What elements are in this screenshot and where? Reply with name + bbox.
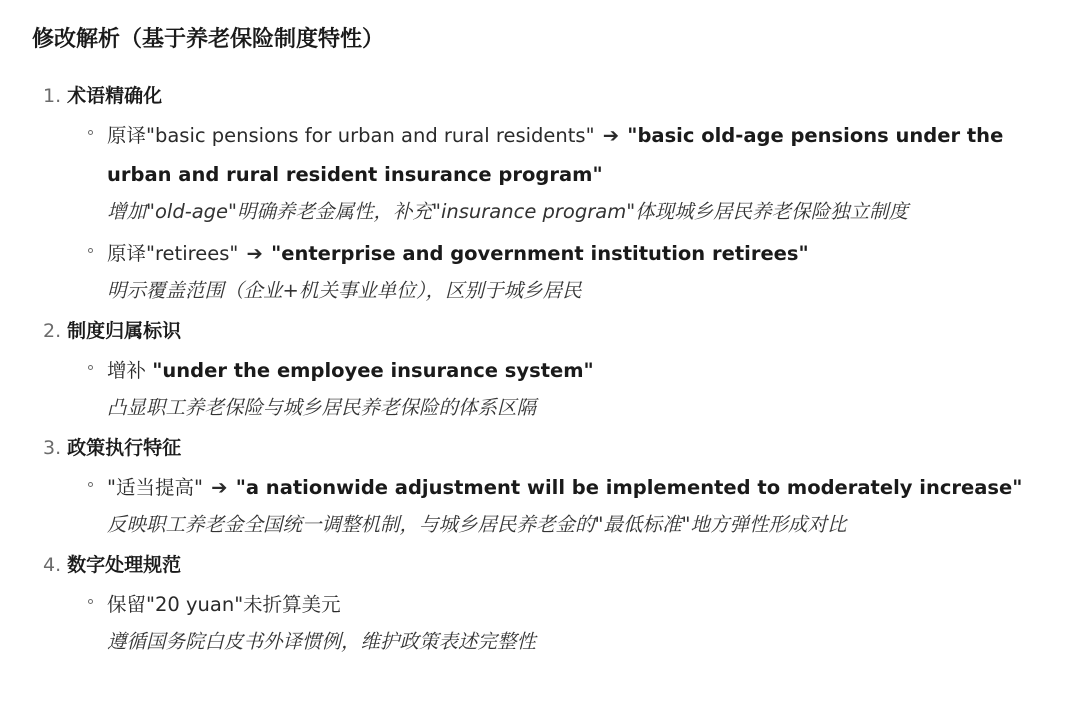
page-title: 修改解析（基于养老保险制度特性） <box>32 27 385 52</box>
item-prefix: 原译"basic pensions for urban and rural residents" <box>107 124 595 147</box>
item-prefix: 增补 <box>107 359 147 382</box>
item-prefix: 保留"20 yuan"未折算美元 <box>107 593 341 616</box>
list-item <box>32 468 1080 543</box>
section-title: 制度归属标识 <box>67 320 182 342</box>
item-note: 明示覆盖范围（企业+机关事业单位），区别于城乡居民 <box>107 279 582 302</box>
item-note: 凸显职工养老保险与城乡居民养老保险的体系区隔 <box>107 396 537 419</box>
item-note: 增加"old-age"明确养老金属性，补充"insurance program"体现城乡居民养老保险独立制度 <box>107 200 909 223</box>
section-number: 3. <box>43 437 62 459</box>
section-number: 4. <box>43 554 62 576</box>
item-revised-term: "a nationwide adjustment will be implemented to moderately increase" <box>235 476 1023 499</box>
arrow-icon: ➔ <box>246 242 263 265</box>
item-main-text <box>107 585 1047 624</box>
bullet-list <box>32 585 1080 660</box>
circle-bullet-icon <box>88 482 93 487</box>
list-item <box>32 234 1080 309</box>
section-header <box>32 549 1080 581</box>
arrow-icon: ➔ <box>602 124 620 147</box>
item-revised-term: "basic old-age pensions under the urban and rural resident insurance program" <box>107 124 1004 186</box>
section-number: 2. <box>43 320 62 342</box>
item-revised-term: "enterprise and government institution retirees" <box>271 242 809 265</box>
item-main-text <box>107 116 1047 194</box>
bullet-list <box>32 351 1080 426</box>
item-revised-term: "under the employee insurance system" <box>152 359 594 382</box>
section-1 <box>32 80 1080 309</box>
section-header <box>32 315 1080 347</box>
bullet-list <box>32 116 1080 309</box>
section-title: 数字处理规范 <box>67 554 182 576</box>
section-title: 政策执行特征 <box>67 437 182 459</box>
list-item <box>32 351 1080 426</box>
item-prefix: 原译"retirees" <box>107 242 239 265</box>
arrow-icon: ➔ <box>211 476 228 499</box>
section-number: 1. <box>43 85 62 107</box>
item-note: 反映职工养老金全国统一调整机制，与城乡居民养老金的"最低标准"地方弹性形成对比 <box>107 513 847 536</box>
circle-bullet-icon <box>88 599 93 604</box>
item-main-text <box>107 234 1047 273</box>
section-3 <box>32 432 1080 543</box>
item-main-text <box>107 468 1047 507</box>
circle-bullet-icon <box>88 365 93 370</box>
list-item <box>32 585 1080 660</box>
circle-bullet-icon <box>88 130 93 135</box>
section-2 <box>32 315 1080 426</box>
item-note: 遵循国务院白皮书外译惯例，维护政策表述完整性 <box>107 630 537 653</box>
item-main-text <box>107 351 1047 390</box>
section-title: 术语精确化 <box>67 85 163 107</box>
bullet-list <box>32 468 1080 543</box>
section-header <box>32 80 1080 112</box>
circle-bullet-icon <box>88 248 93 253</box>
section-header <box>32 432 1080 464</box>
section-4 <box>32 549 1080 660</box>
item-prefix: "适当提高" <box>107 476 203 499</box>
section-list <box>32 80 1080 660</box>
list-item <box>32 116 1080 230</box>
